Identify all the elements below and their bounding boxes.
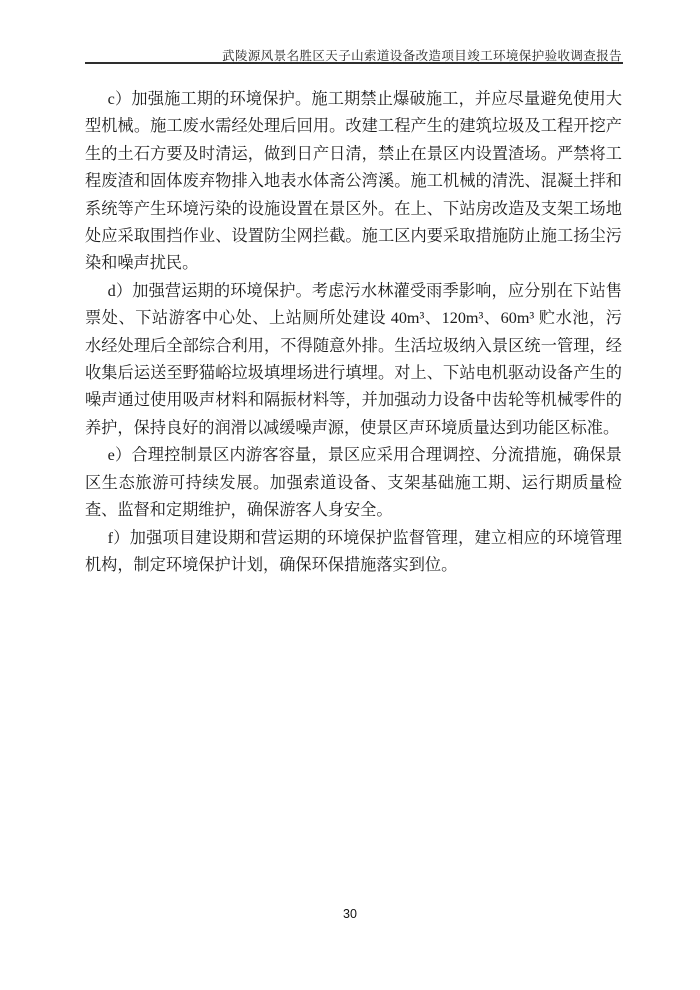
page-header-title: 武陵源风景名胜区天子山索道设备改造项目竣工环境保护验收调查报告 bbox=[222, 49, 622, 63]
header-rule bbox=[85, 62, 623, 64]
page-number: 30 bbox=[343, 907, 357, 921]
document-body bbox=[85, 86, 622, 579]
paragraph-c: c）加强施工期的环境保护。施工期禁止爆破施工，并应尽量避免使用大型机械。施工废水需经处理后回用。改建工程产生的建筑垃圾及工程开挖产生的土石方要及时清运，做到日产日清，禁止在景区内设置渣场。严禁将工程废渣和固体废弃物排入地表水体斋公湾溪。施工机械的清洗、混凝土拌和系统等产生环境污染的设施设置在景区外。在上、下站房改造及支架工场地处应采取围挡作业、设置防尘网拦截。施工区内要采取措施防止施工扬尘污染和噪声扰民。 bbox=[85, 90, 622, 273]
paragraph-f: f）加强项目建设期和营运期的环境保护监督管理，建立相应的环境管理机构，制定环境保护计划，确保环保措施落实到位。 bbox=[85, 528, 622, 574]
paragraph-d: d）加强营运期的环境保护。考虑污水林灌受雨季影响，应分别在下站售票处、下站游客中心处、上站厕所处建设 40m³、120m³、60m³ 贮水池，污水经处理后全部综合利用，不得随意外排。生活垃圾纳入景区统一管理，经收集后运送至野猫峪垃圾填埋场进行填埋。对上、下站电机驱动设备产生的噪声通过使用吸声材料和隔振材料等，并加强动力设备中齿轮等机械零件的养护，保持良好的润滑以减缓噪声源，使景区声环境质量达到功能区标准。 bbox=[85, 281, 622, 437]
paragraph-e: e）合理控制景区内游客容量，景区应采用合理调控、分流措施，确保景区生态旅游可持续发展。加强索道设备、支架基础施工期、运行期质量检查、监督和定期维护，确保游客人身安全。 bbox=[85, 446, 622, 520]
